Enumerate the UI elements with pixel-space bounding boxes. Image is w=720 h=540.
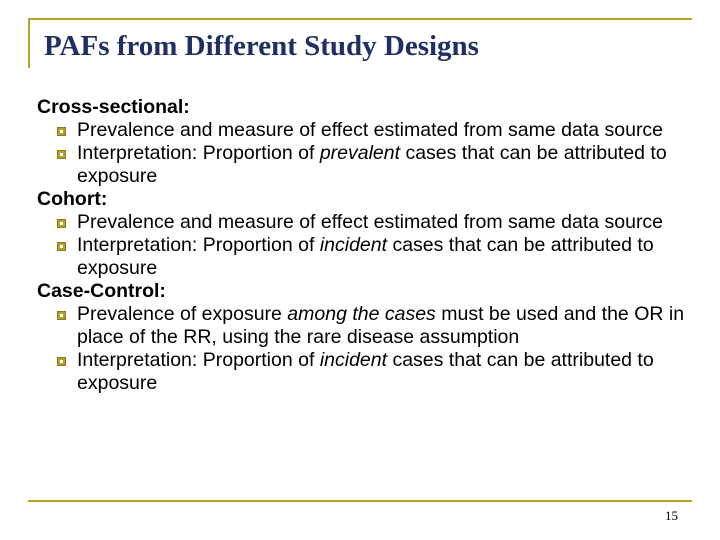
bullet-text: Prevalence and measure of effect estimated from same data source <box>77 211 664 233</box>
bullet-emphasis: incident <box>319 349 388 371</box>
bullet-item <box>37 234 697 280</box>
slide-title: PAFs from Different Study Designs <box>44 30 479 62</box>
bullet-item <box>37 349 697 395</box>
square-bullet-icon <box>57 242 66 251</box>
bullet-text: Interpretation: Proportion of <box>77 234 320 256</box>
bullet-item <box>37 119 697 142</box>
left-border-line <box>28 18 30 68</box>
section-heading-case-control: Case-Control: <box>37 280 166 302</box>
bullet-text-tail: cases that can be attributed to exposure <box>77 349 654 394</box>
bullet-text: Prevalence and measure of effect estimated from same data source <box>77 119 664 141</box>
square-bullet-icon <box>57 357 66 366</box>
page-number: 15 <box>665 508 678 523</box>
slide-content <box>37 96 697 395</box>
bullet-emphasis: prevalent <box>319 142 401 164</box>
bullet-emphasis: among the cases <box>287 303 436 325</box>
square-bullet-icon <box>57 150 66 159</box>
bullet-text-tail: must be used and the OR in place of the RR, using the rare disease assumption <box>77 303 685 348</box>
bullet-text: Interpretation: Proportion of <box>77 349 320 371</box>
bullet-text: Prevalence of exposure <box>77 303 288 325</box>
top-border-line <box>28 18 692 20</box>
bullet-item <box>37 211 697 234</box>
bullet-emphasis: incident <box>319 234 388 256</box>
bottom-border-line <box>28 500 692 502</box>
bullet-text: Interpretation: Proportion of <box>77 142 320 164</box>
bullet-text-tail: cases that can be attributed to exposure <box>77 234 654 279</box>
square-bullet-icon <box>57 127 66 136</box>
bullet-item <box>37 142 697 188</box>
square-bullet-icon <box>57 219 66 228</box>
section-heading-cohort: Cohort: <box>37 188 108 210</box>
bullet-text-tail: cases that can be attributed to exposure <box>77 142 667 187</box>
bullet-item <box>37 303 697 349</box>
square-bullet-icon <box>57 311 66 320</box>
section-heading-cross-sectional: Cross-sectional: <box>37 96 190 118</box>
